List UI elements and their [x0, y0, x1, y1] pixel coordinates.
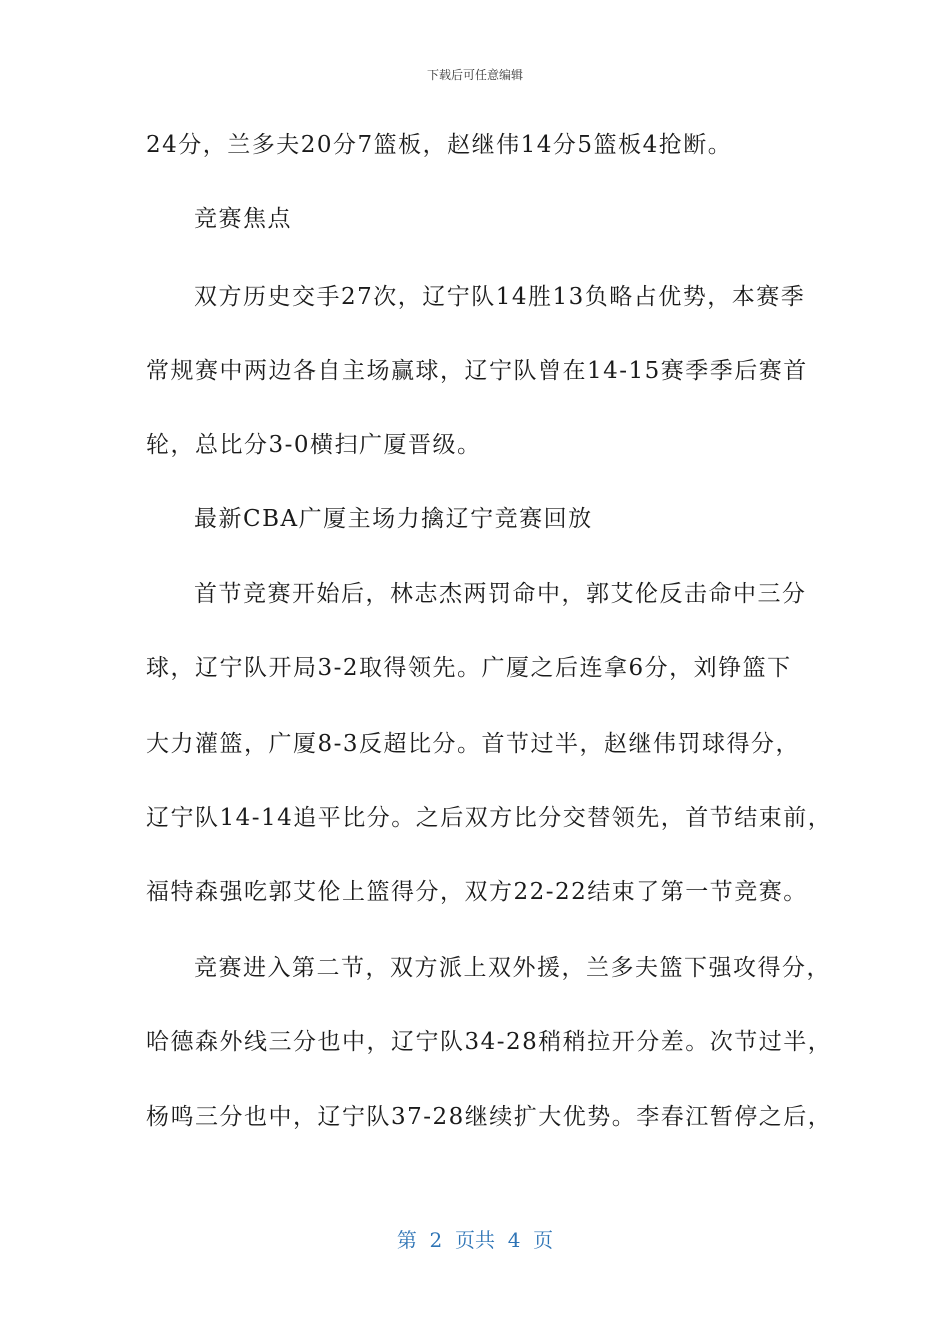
section-heading: 竞赛焦点 — [194, 206, 292, 232]
body-line: 轮，总比分3-0横扫广厦晋级。 — [146, 432, 482, 458]
section-heading: 最新CBA广厦主场力擒辽宁竞赛回放 — [194, 506, 593, 532]
page-number-footer: 第 2 页共 4 页 — [396, 1228, 554, 1252]
body-line: 大力灌篮，广厦8-3反超比分。首节过半，赵继伟罚球得分， — [146, 731, 801, 757]
body-line: 辽宁队14-14追平比分。之后双方比分交替领先，首节结束前， — [146, 805, 833, 831]
page-header: 下载后可任意编辑 — [426, 68, 523, 82]
body-line: 福特森强吃郭艾伦上篮得分，双方22-22结束了第一节竞赛。 — [146, 879, 808, 905]
body-line: 24分，兰多夫20分7篮板，赵继伟14分5篮板4抢断。 — [146, 132, 733, 158]
body-line: 首节竞赛开始后，林志杰两罚命中，郭艾伦反击命中三分 — [194, 581, 807, 607]
body-line: 双方历史交手27次，辽宁队14胜13负略占优势，本赛季 — [194, 284, 806, 310]
body-line: 球，辽宁队开局3-2取得领先。广厦之后连拿6分，刘铮篮下 — [146, 655, 792, 681]
body-line: 竞赛进入第二节，双方派上双外援，兰多夫篮下强攻得分， — [194, 955, 831, 981]
body-line: 杨鸣三分也中，辽宁队37-28继续扩大优势。李春江暂停之后， — [146, 1104, 833, 1130]
body-line: 常规赛中两边各自主场赢球，辽宁队曾在14-15赛季季后赛首 — [146, 358, 808, 384]
body-line: 哈德森外线三分也中，辽宁队34-28稍稍拉开分差。次节过半， — [146, 1029, 833, 1055]
